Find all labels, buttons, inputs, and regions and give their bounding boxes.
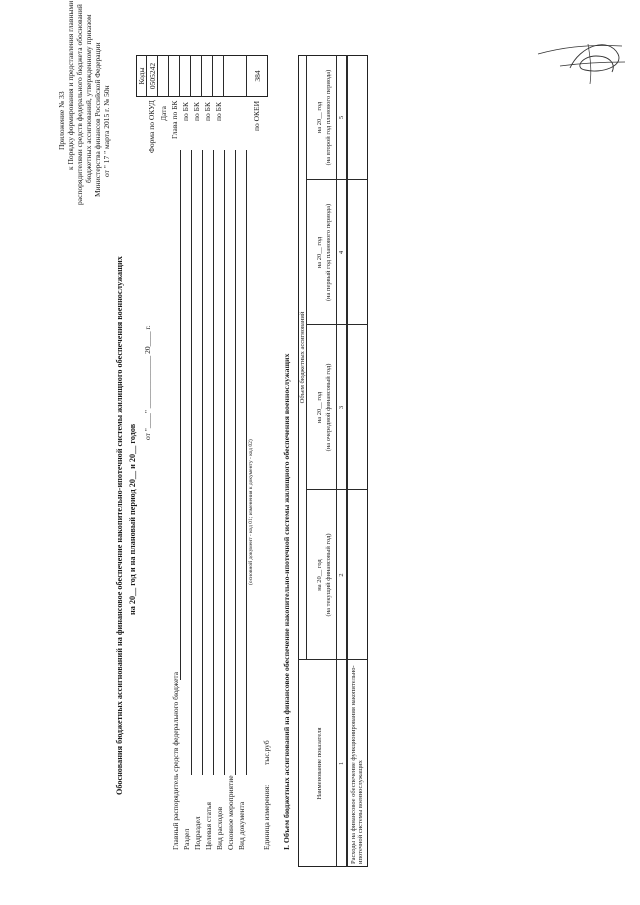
bk-label: по БК (203, 102, 212, 121)
field-underline (202, 150, 203, 775)
okei-label: по ОКЕИ (252, 100, 261, 131)
column-header-note: (на очередной финансовый год) (325, 363, 332, 452)
column-number: 5 (338, 115, 345, 120)
column-header-year: на 20__ год (316, 391, 323, 424)
field-underline (224, 150, 225, 775)
bk-label: по БК (214, 102, 223, 121)
field-label: Главный распорядитель средств федерального бюджета (171, 671, 180, 850)
column-header-note: (на первый год планового периода) (325, 203, 332, 302)
appendix-line: распорядителями средств федерального бюджета обоснований (75, 4, 84, 205)
date-label: Дата (159, 106, 168, 121)
column-number: 3 (338, 405, 345, 410)
field-label: Раздел (182, 828, 191, 850)
field-underline (246, 150, 247, 775)
column-number: 2 (338, 573, 345, 577)
appendix-line: к Порядку формирования и представления главными (66, 0, 75, 170)
bk-label: по БК (192, 102, 201, 121)
column-header-note: (на текущий финансовый год) (325, 533, 332, 617)
column-header-year: на 20__ год (316, 101, 323, 134)
okud-value: 0505242 (148, 62, 157, 90)
appendix-number: Приложение № 33 (57, 91, 66, 150)
appendix-line: Министерства финансов Российской Федерации (93, 42, 102, 197)
bk-label: Глава по БК (170, 100, 179, 139)
document-type-hint: (основной документ - код 01; изменения к документу - код 02) (248, 439, 254, 585)
date-line: от "____" ______________ 20____ г. (143, 325, 152, 440)
okud-label: Форма по ОКУД (147, 100, 156, 153)
column-header-indicator: Наименование показателя (316, 727, 323, 800)
field-underline (235, 150, 236, 775)
field-underline (180, 150, 181, 680)
okei-value: 384 (253, 70, 262, 82)
units-value: тыс.руб (262, 740, 271, 765)
column-number: 4 (338, 250, 345, 255)
field-label: Основное мероприятие (226, 775, 235, 850)
column-group-header: Объем бюджетных ассигнований (299, 311, 306, 404)
field-label: Вид расходов (215, 806, 224, 850)
column-header-year: на 20__ год (316, 559, 323, 591)
field-label: Вид документа (237, 801, 246, 850)
document-title: Обоснования бюджетных ассигнований на финансовое обеспечение накопительно-ипотечной системы жилищного обеспечения военнослужащих (115, 256, 124, 795)
field-underline (213, 150, 214, 775)
column-number: 1 (338, 761, 345, 766)
appendix-line: бюджетных ассигнований, утвержденному приказом (84, 14, 93, 183)
section-title: I. Объем бюджетных ассигнований на финансовое обеспечение накопительно-ипотечной системы жилищного обеспечения военнослужащих (282, 353, 291, 850)
field-label: Целевая статья (204, 802, 213, 850)
units-label: Единица измерения: (262, 784, 271, 850)
codes-header: Коды (137, 67, 146, 85)
column-header-year: на 20__ год (316, 236, 323, 269)
field-underline (191, 150, 192, 775)
appendix-date: от " 17 " марта 2015 г. № 50н (102, 85, 111, 177)
bk-label: по БК (181, 102, 190, 121)
table-row-label: Расходы на финансовое обеспечение функционирования накопительно-ипотечной системы военнослужащих (350, 665, 365, 864)
document-subtitle: на 20__ год и на плановый период 20__ и 20__ годов (128, 423, 137, 615)
field-label: Подраздел (193, 816, 202, 850)
column-header-note: (на второй год планового периода) (325, 69, 332, 166)
